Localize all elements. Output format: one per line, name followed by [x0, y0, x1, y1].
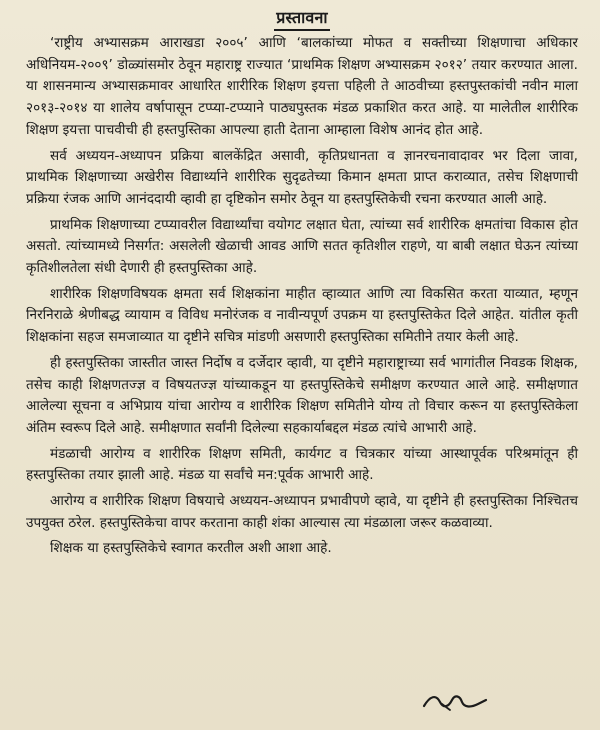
paragraph-2: सर्व अध्ययन-अध्यापन प्रक्रिया बालकेंद्रित असावी, कृतिप्रधानता व ज्ञानरचनावादावर भर दिला जावा, प्राथमिक शिक्षणाच्या अखेरीस विद्यार्थ्याने शारीरिक सुदृढतेच्या किमान क्षमता प्राप्त कराव्यात, तसेच शिक्षणाची प्रक्रिया रंजक आणि आनंददायी व्हावी हा दृष्टिकोन समोर ठेवून या हस्तपुस्तिकेची रचना करण्यात आली आहे. [26, 147, 578, 207]
paragraph-3: प्राथमिक शिक्षणाच्या टप्प्यावरील विद्यार्थ्यांचा वयोगट लक्षात घेता, त्यांच्या सर्व शारीरिक क्षमतांचा विकास होत असतो. त्यांच्यामध्ये निसर्गत: असलेली खेळाची आवड आणि सतत कृतिशील राहणे, या बाबी लक्षात घेऊन त्यांच्या कृतिशीलतेला संधी देणारी ही हस्तपुस्तिका आहे. [26, 216, 578, 277]
paragraph-4: शारीरिक शिक्षणविषयक क्षमता सर्व शिक्षकांना माहीत व्हाव्यात आणि त्या विकसित करता याव्यात, म्हणून निरनिराळे श्रेणीबद्ध व्यायाम व विविध मनोरंजक व नावीन्यपूर्ण उपक्रम या हस्तपुस्तिकेत दिले आहेत. यांतील कृती शिक्षकांना सहज समजाव्यात या दृष्टीने सचित्र मांडणी असणारी हस्तपुस्तिका समितीने तयार केली आहे. [26, 285, 578, 346]
page-title: प्रस्तावना [274, 6, 330, 31]
signature-icon [420, 688, 490, 714]
paragraph-1: ‘राष्ट्रीय अभ्यासक्रम आराखडा २००५’ आणि ‘बालकांच्या मोफत व सक्तीच्या शिक्षणाचा अधिकार अधिनियम-२००९’ डोळ्यांसमोर ठेवून महाराष्ट्र राज्यात ‘प्राथमिक शिक्षण अभ्यासक्रम २०१२’ तयार करण्यात आला. या शासनमान्य अभ्यासक्रमावर आधारित शारीरिक शिक्षण इयत्ता पहिली ते आठवीच्या हस्तपुस्तकांची नवीन माला २०१३-२०१४ या शालेय वर्षापासून टप्प्या-टप्प्याने पाठ्यपुस्तक मंडळ प्रकाशित करत आहे. या मालेतील शारीरिक शिक्षण इयत्ता पाचवीची ही हस्तपुस्तिका आपल्या हाती देताना आम्हाला विशेष आनंद होत आहे. [26, 35, 578, 138]
paragraph-6: मंडळाची आरोग्य व शारीरिक शिक्षण समिती, कार्यगट व चित्रकार यांच्या आस्थापूर्वक परिश्रमांतून ही हस्तपुस्तिका तयार झाली आहे. मंडळ या सर्वांचे मन:पूर्वक आभारी आहे. [26, 445, 578, 484]
paragraph-5: ही हस्तपुस्तिका जास्तीत जास्त निर्दोष व दर्जेदार व्हावी, या दृष्टीने महाराष्ट्राच्या सर्व भागांतील निवडक शिक्षक, तसेच काही शिक्षणतज्ज्ञ व विषयतज्ज्ञ यांच्याकडून या हस्तपुस्तिकेचे समीक्षण करण्यात आले आहे. समीक्षणात आलेल्या सूचना व अभिप्राय यांचा आरोग्य व शारीरिक शिक्षण समितीने योग्य तो विचार करून या हस्तपुस्तिकेला अंतिम स्वरूप दिले आहे. समीक्षणात सर्वांनी दिलेल्या सहकार्याबद्दल मंडळ त्यांचे आभारी आहे. [26, 354, 578, 436]
heading-wrap [26, 6, 578, 31]
paragraph-7: आरोग्य व शारीरिक शिक्षण विषयाचे अध्ययन-अध्यापन प्रभावीपणे व्हावे, या दृष्टीने ही हस्तपुस्तिका निश्चितच उपयुक्त ठरेल. हस्तपुस्तिकेचा वापर करताना काही शंका आल्यास त्या मंडळाला जरूर कळवाव्या. [26, 493, 578, 531]
paragraph-8: शिक्षक या हस्तपुस्तिकेचे स्वागत करतील अशी आशा आहे. [50, 540, 332, 557]
